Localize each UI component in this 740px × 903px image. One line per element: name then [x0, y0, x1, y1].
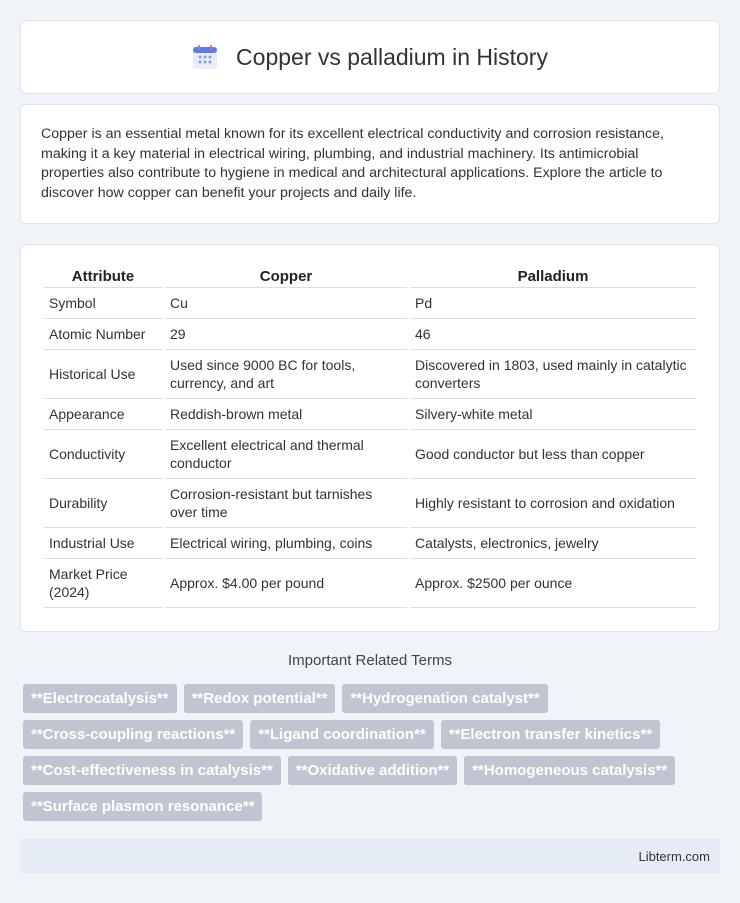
table-row	[44, 479, 696, 528]
table-row	[44, 288, 696, 319]
table-row	[44, 319, 696, 350]
related-terms-list	[23, 684, 703, 821]
cell-attribute: Industrial Use	[44, 528, 162, 559]
cell-copper: Used since 9000 BC for tools, currency, and art	[165, 350, 407, 399]
term-tag[interactable]: **Redox potential**	[184, 684, 336, 713]
cell-attribute: Symbol	[44, 288, 162, 319]
cell-palladium: Highly resistant to corrosion and oxidation	[410, 479, 696, 528]
cell-attribute: Conductivity	[44, 430, 162, 479]
term-tag[interactable]: **Homogeneous catalysis**	[464, 756, 675, 785]
cell-palladium: Approx. $2500 per ounce	[410, 559, 696, 608]
column-header-copper: Copper	[165, 263, 407, 288]
term-tag[interactable]: **Cost-effectiveness in catalysis**	[23, 756, 281, 785]
cell-copper: Approx. $4.00 per pound	[165, 559, 407, 608]
term-tag[interactable]: **Surface plasmon resonance**	[23, 792, 262, 821]
term-tag[interactable]: **Cross-coupling reactions**	[23, 720, 243, 749]
cell-palladium: Silvery-white metal	[410, 399, 696, 430]
calendar-icon	[192, 44, 218, 70]
intro-card	[20, 104, 720, 224]
column-header-attribute: Attribute	[44, 263, 162, 288]
column-header-palladium: Palladium	[410, 263, 696, 288]
intro-text: Copper is an essential metal known for its excellent electrical conductivity and corrosion resistance, making it a key material in electrical wiring, plumbing, and industrial machinery. Its antimicrobial properties also contribute to hygiene in medical and architectural applications. Explore the article to discover how copper can benefit your projects and daily life.	[41, 126, 664, 201]
cell-palladium: Discovered in 1803, used mainly in catalytic converters	[410, 350, 696, 399]
table-row	[44, 559, 696, 608]
cell-palladium: Catalysts, electronics, jewelry	[410, 528, 696, 559]
cell-copper: 29	[165, 319, 407, 350]
table-row	[44, 430, 696, 479]
cell-attribute: Appearance	[44, 399, 162, 430]
cell-copper: Electrical wiring, plumbing, coins	[165, 528, 407, 559]
table-row	[44, 350, 696, 399]
comparison-table	[41, 263, 699, 608]
footer	[20, 839, 720, 873]
term-tag[interactable]: **Electron transfer kinetics**	[441, 720, 660, 749]
term-tag[interactable]: **Electrocatalysis**	[23, 684, 177, 713]
header-card	[20, 20, 720, 94]
term-tag[interactable]: **Oxidative addition**	[288, 756, 457, 785]
cell-attribute: Market Price (2024)	[44, 559, 162, 608]
table-row	[44, 399, 696, 430]
cell-palladium: Pd	[410, 288, 696, 319]
related-terms-title: Important Related Terms	[288, 652, 452, 669]
cell-attribute: Durability	[44, 479, 162, 528]
cell-palladium: Good conductor but less than copper	[410, 430, 696, 479]
comparison-table-card	[20, 244, 720, 632]
table-row	[44, 528, 696, 559]
page-title: Copper vs palladium in History	[236, 43, 548, 70]
term-tag[interactable]: **Hydrogenation catalyst**	[342, 684, 547, 713]
term-tag[interactable]: **Ligand coordination**	[250, 720, 434, 749]
cell-palladium: 46	[410, 319, 696, 350]
cell-copper: Excellent electrical and thermal conductor	[165, 430, 407, 479]
cell-copper: Corrosion-resistant but tarnishes over time	[165, 479, 407, 528]
cell-attribute: Atomic Number	[44, 319, 162, 350]
cell-copper: Cu	[165, 288, 407, 319]
cell-attribute: Historical Use	[44, 350, 162, 399]
footer-site-link[interactable]: Libterm.com	[638, 848, 710, 864]
cell-copper: Reddish-brown metal	[165, 399, 407, 430]
